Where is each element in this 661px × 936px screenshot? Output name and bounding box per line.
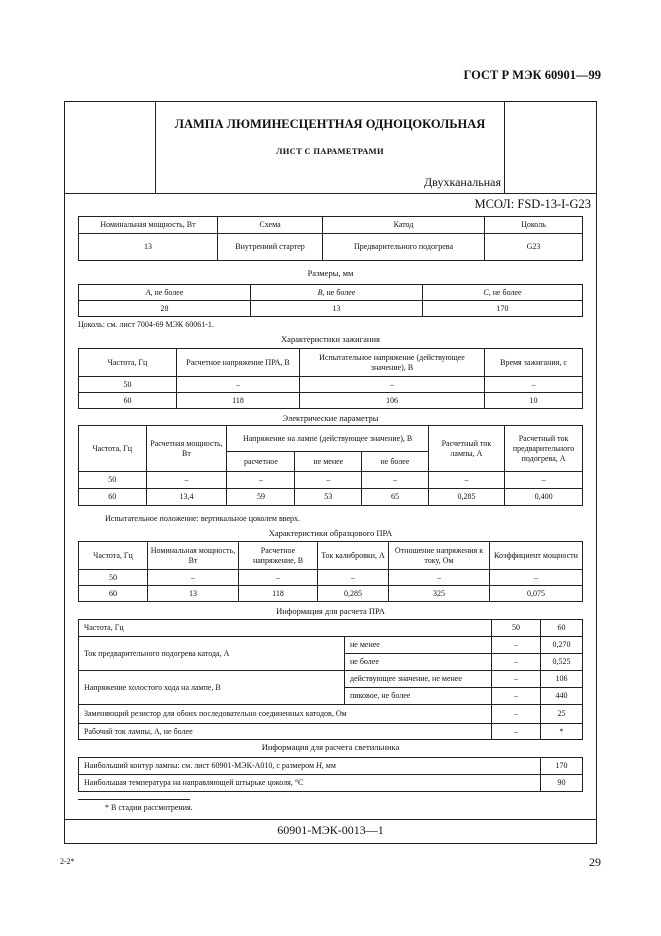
header-cell: Расчетный ток лампы, А xyxy=(428,426,504,472)
table-cell: 59 xyxy=(227,489,295,506)
mcol-code: МСОЛ: FSD-13-I-G23 xyxy=(474,197,591,211)
table-cell: – xyxy=(492,705,541,724)
table-cell: – xyxy=(295,472,362,489)
header-cell: Расчетная мощность, Вт xyxy=(146,426,227,472)
table-cell: – xyxy=(318,570,389,586)
table-cell: – xyxy=(492,688,541,705)
header-cell: Ток калибровки, А xyxy=(318,542,389,570)
reference-ballast-table xyxy=(78,541,583,602)
header-cell: Напряжение на лампе (действующее значение), В xyxy=(227,426,428,452)
header-cell: Частота, Гц xyxy=(79,542,148,570)
header-cell: Цоколь xyxy=(485,217,583,234)
table-cell: 0,285 xyxy=(318,586,389,602)
table-cell: 13 xyxy=(148,586,239,602)
table-cell: 60 xyxy=(79,393,177,409)
table-cell: 50 xyxy=(79,472,147,489)
table-cell: 106 xyxy=(541,671,583,688)
luminaire-info-table xyxy=(78,757,583,792)
header-left-cell xyxy=(64,101,156,194)
header-divider xyxy=(156,193,504,194)
header-cell: не более xyxy=(362,452,429,472)
table-cell: 50 xyxy=(492,620,541,637)
table-cell: 90 xyxy=(541,775,583,792)
table-cell: Предварительного подогрева xyxy=(323,234,485,261)
table-cell: 440 xyxy=(541,688,583,705)
table-cell: – xyxy=(492,724,541,740)
header-cell: B, не более xyxy=(251,285,423,301)
table-cell: 325 xyxy=(389,586,490,602)
header-cell: Отношение напряжения к току, Ом xyxy=(389,542,490,570)
table-cell: 50 xyxy=(79,377,177,393)
table-cell: 0,270 xyxy=(541,637,583,654)
table-cell: 106 xyxy=(300,393,485,409)
sheet-title: ЛАМПА ЛЮМИНЕСЦЕНТНАЯ ОДНОЦОКОЛЬНАЯ xyxy=(174,117,486,131)
header-cell: A, не более xyxy=(79,285,251,301)
table-cell: 170 xyxy=(541,758,583,775)
test-position-note: Испытательное положение: вертикальное цоколем вверх. xyxy=(105,514,301,523)
reference-ballast-caption: Характеристики образцового ПРА xyxy=(268,528,393,538)
header-cell: Схема xyxy=(218,217,323,234)
table-cell: Частота, Гц xyxy=(79,620,492,637)
header-cell: Номинальная мощность, Вт xyxy=(79,217,218,234)
table-cell: 53 xyxy=(295,489,362,506)
header-cell: Частота, Гц xyxy=(79,426,147,472)
page-mark: 2-2* xyxy=(60,857,75,866)
header-cell: Расчетное напряжение, В xyxy=(239,542,318,570)
table-cell: Напряжение холостого хода на лампе, В xyxy=(79,671,345,705)
ballast-info-table xyxy=(78,619,583,740)
header-cell: не менее xyxy=(295,452,362,472)
ignition-table xyxy=(78,348,583,409)
table-cell: – xyxy=(148,570,239,586)
ignition-caption: Характеристики зажигания xyxy=(281,334,380,344)
header-cell: Катод xyxy=(323,217,485,234)
table-cell: пиковое, не более xyxy=(345,688,492,705)
table-cell: 0,075 xyxy=(490,586,583,602)
table-cell: – xyxy=(362,472,429,489)
table-cell: Внутренний стартер xyxy=(218,234,323,261)
header-cell: Частота, Гц xyxy=(79,349,177,377)
footnote: * В стадии рассмотрения. xyxy=(105,803,193,812)
dimensions-table xyxy=(78,284,583,317)
table-cell: 0,400 xyxy=(505,489,583,506)
table-cell: Заменяющий резистор для обоих последовательно соединенных катодов, Ом xyxy=(79,705,492,724)
table-cell: 50 xyxy=(79,570,148,586)
table-cell: 0,525 xyxy=(541,654,583,671)
table-cell: – xyxy=(146,472,227,489)
standard-header: ГОСТ Р МЭК 60901—99 xyxy=(463,68,601,82)
table-cell: 60 xyxy=(79,586,148,602)
table-cell: G23 xyxy=(485,234,583,261)
table-cell: 118 xyxy=(239,586,318,602)
variant-label: Двухканальная xyxy=(424,175,501,189)
table-cell: не более xyxy=(345,654,492,671)
table-cell: – xyxy=(239,570,318,586)
table-cell: – xyxy=(428,472,504,489)
header-cell: Расчетный ток предварительного подогрева, А xyxy=(505,426,583,472)
table-cell: Рабочий ток лампы, А, не более xyxy=(79,724,492,740)
table-cell: действующее значение, не менее xyxy=(345,671,492,688)
base-note: Цоколь: см. лист 7004-69 МЭК 60061-1. xyxy=(78,320,214,329)
table-cell: – xyxy=(505,472,583,489)
header-cell: Испытательное напряжение (действующее значение), В xyxy=(300,349,485,377)
table-cell: 118 xyxy=(177,393,300,409)
table-cell: – xyxy=(177,377,300,393)
table-cell: 65 xyxy=(362,489,429,506)
table-cell: – xyxy=(227,472,295,489)
table-cell: Наибольшая температура на направляющей штырьке цоколя, °С xyxy=(79,775,541,792)
table-cell: 13 xyxy=(251,301,423,317)
luminaire-info-caption: Информация для расчета светильника xyxy=(261,742,400,752)
header-cell: C, не более xyxy=(423,285,583,301)
document-number: 60901-МЭК-0013—1 xyxy=(277,823,384,837)
footnote-rule xyxy=(78,799,190,800)
table-cell: – xyxy=(492,637,541,654)
header-cell: Номинальная мощность, Вт xyxy=(148,542,239,570)
table-cell: – xyxy=(485,377,583,393)
table-cell: – xyxy=(389,570,490,586)
header-cell: расчетное xyxy=(227,452,295,472)
table-cell: 13,4 xyxy=(146,489,227,506)
table-cell: Наибольший контур лампы: см. лист 60901-МЭК-А010, с размером H, мм xyxy=(79,758,541,775)
header-cell: Расчетное напряжение ПРА, В xyxy=(177,349,300,377)
table-cell: 60 xyxy=(79,489,147,506)
dimensions-caption: Размеры, мм xyxy=(307,268,354,278)
ballast-info-caption: Информация для расчета ПРА xyxy=(276,606,385,616)
header-cell: Время зажигания, с xyxy=(485,349,583,377)
table-cell: – xyxy=(300,377,485,393)
page-number: 29 xyxy=(589,855,601,869)
header-cell: Коэффициент мощности xyxy=(490,542,583,570)
table-cell: – xyxy=(490,570,583,586)
footer-divider xyxy=(64,819,597,820)
table-cell: 28 xyxy=(79,301,251,317)
electrical-table xyxy=(78,425,583,506)
table-cell: * xyxy=(541,724,583,740)
table-cell: не менее xyxy=(345,637,492,654)
table-cell: 10 xyxy=(485,393,583,409)
table-cell: 170 xyxy=(423,301,583,317)
table-cell: Ток предварительного подогрева катода, А xyxy=(79,637,345,671)
table-cell: 13 xyxy=(79,234,218,261)
table-cell: 0,285 xyxy=(428,489,504,506)
electrical-caption: Электрические параметры xyxy=(282,413,379,423)
table-cell: 60 xyxy=(541,620,583,637)
table-cell: 25 xyxy=(541,705,583,724)
sheet-subtitle: ЛИСТ С ПАРАМЕТРАМИ xyxy=(276,146,384,156)
table-cell: – xyxy=(492,671,541,688)
header-right-cell xyxy=(504,101,597,194)
main-table xyxy=(78,216,583,261)
table-cell: – xyxy=(492,654,541,671)
